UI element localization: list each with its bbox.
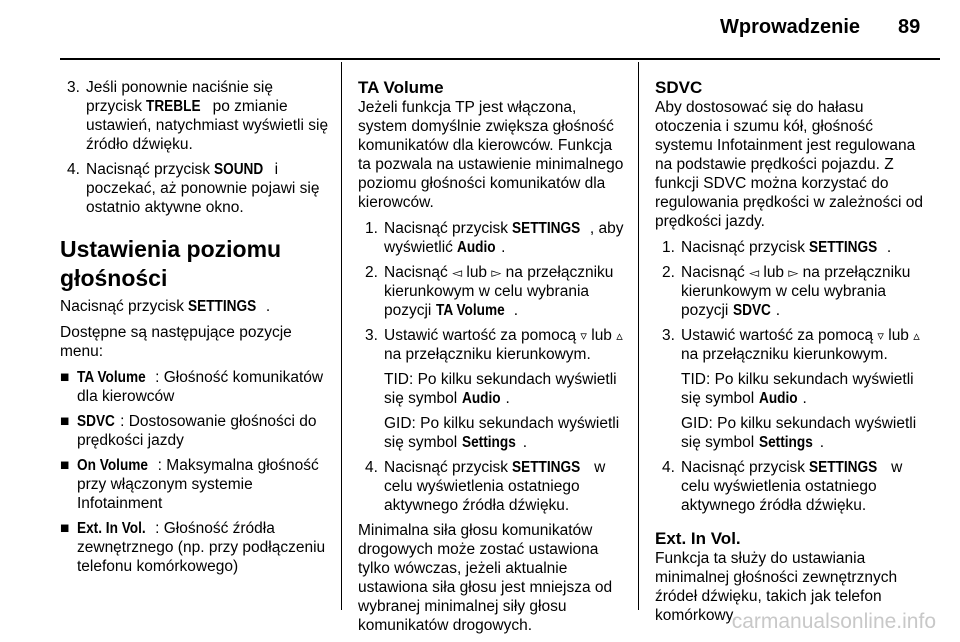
arrow-right-icon: ▻ xyxy=(491,265,502,280)
step-text: na przełączniku kierunkowym. xyxy=(681,346,888,363)
note-text: GID: Po kilku sekundach wyświetli się symbol xyxy=(681,415,917,451)
arrow-down-icon: ▿ xyxy=(877,328,884,343)
gid-note xyxy=(358,414,628,452)
bullet-item xyxy=(60,412,330,450)
step-text: . xyxy=(775,302,781,319)
step-number: 4. xyxy=(67,161,80,178)
bullet-item xyxy=(60,368,330,406)
key-name: SETTINGS xyxy=(809,459,878,476)
note-text: TID: Po kilku sekundach wyświetli się symbol xyxy=(384,371,617,407)
step-text: Nacisnąć xyxy=(681,264,750,281)
menu-term: SDVC xyxy=(77,413,115,430)
note-text: TID: Po kilku sekundach wyświetli się symbol xyxy=(681,371,914,407)
column-2 xyxy=(358,78,628,642)
intro-paragraph xyxy=(60,297,330,316)
step-text: lub xyxy=(586,327,617,344)
step-text: na przełączniku kierunkowym w celu wybrania pozycji xyxy=(384,264,614,319)
step-text: Nacisnąć xyxy=(384,264,453,281)
intro-text: . xyxy=(265,298,271,315)
menu-description: : Maksymalna głośność przy włączonym systemie Infotainment xyxy=(77,457,319,512)
step-text: Jeśli ponownie naciśnie się przycisk xyxy=(86,79,273,115)
arrow-left-icon: ◅ xyxy=(452,265,463,280)
key-name: TREBLE xyxy=(146,98,201,115)
step-1 xyxy=(358,219,628,257)
section-heading: SDVC xyxy=(655,78,703,97)
step-text: na przełączniku kierunkowym. xyxy=(384,346,591,363)
display-symbol: Audio xyxy=(758,390,798,407)
step-text: na przełączniku kierunkowym w celu wybrania pozycji xyxy=(681,264,911,319)
step-text: Nacisnąć przycisk xyxy=(86,161,215,178)
outro-paragraph: Minimalna siła głosu komunikatów drogowych może zostać ustawiona tylko wówczas, jeżeli aktualnie ustawiona siła głosu jest mniejsza od wybranej minimalnej siły głosu komunikatów drogowych. xyxy=(358,522,613,634)
display-symbol: Settings xyxy=(461,434,516,451)
tid-note xyxy=(655,370,930,408)
menu-term: Ext. In Vol. xyxy=(77,520,146,537)
step-text: po zmianie ustawień, natychmiast wyświetli się źródło dźwięku. xyxy=(86,98,329,153)
column-divider-2 xyxy=(638,62,639,610)
key-name: SETTINGS xyxy=(809,239,878,256)
display-symbol: Settings xyxy=(758,434,813,451)
bullet-icon: ■ xyxy=(60,457,70,474)
arrow-up-icon: ▵ xyxy=(616,328,623,343)
step-number: 2. xyxy=(365,264,378,281)
note-text: . xyxy=(802,390,807,407)
step-text: . xyxy=(513,302,519,319)
intro-paragraph: Aby dostosować się do hałasu otoczenia i szumu kół, głośność systemu Infotainment jest regulowana na podstawie prędkości pojazdu. Z funkcji SDVC można korzystać do regulowania prędkości w zależności od prędkości jazdy. xyxy=(655,99,923,230)
step-2 xyxy=(655,263,930,320)
step-text: w celu wyświetlenia ostatniego aktywnego źródła dźwięku. xyxy=(384,459,606,514)
note-text: . xyxy=(819,434,824,451)
menu-term: TA Volume xyxy=(77,369,146,386)
intro-text: Nacisnąć przycisk xyxy=(60,298,189,315)
step-3 xyxy=(358,326,628,364)
bullet-item xyxy=(60,519,330,576)
menu-intro: Dostępne są następujące pozycje menu: xyxy=(60,324,292,360)
step-number: 4. xyxy=(662,459,675,476)
bullet-icon: ■ xyxy=(60,520,70,537)
section-heading: Ext. In Vol. xyxy=(655,529,741,548)
step-text: Nacisnąć przycisk xyxy=(384,459,513,476)
step-text: Ustawić wartość za pomocą xyxy=(384,327,581,344)
bullet-icon: ■ xyxy=(60,369,70,386)
chapter-title: Wprowadzenie xyxy=(719,16,860,38)
step-text: i poczekać, aż ponownie pojawi się ostatnio aktywne okno. xyxy=(86,161,320,216)
column-3 xyxy=(655,78,930,632)
step-text: . xyxy=(501,239,506,256)
step-text: Nacisnąć przycisk xyxy=(681,239,810,256)
step-number: 1. xyxy=(365,220,378,237)
menu-description: : Głośność źródła zewnętrznego (np. przy podłączeniu telefonu komórkowego) xyxy=(77,520,326,575)
menu-term: On Volume xyxy=(77,457,148,474)
step-number: 3. xyxy=(365,327,378,344)
step-4 xyxy=(358,458,628,515)
step-text: , aby wyświetlić xyxy=(384,220,624,256)
note-text: GID: Po kilku sekundach wyświetli się symbol xyxy=(384,415,620,451)
menu-term: SDVC xyxy=(732,302,771,319)
step-text: Nacisnąć przycisk xyxy=(384,220,513,237)
key-name: SETTINGS xyxy=(188,298,257,315)
menu-description: : Głośność komunikatów dla kierowców xyxy=(77,369,324,405)
step-text: Ustawić wartość za pomocą xyxy=(681,327,878,344)
step-text: Nacisnąć przycisk xyxy=(681,459,810,476)
tid-note xyxy=(358,370,628,408)
step-2 xyxy=(358,263,628,320)
key-name: SETTINGS xyxy=(512,220,581,237)
menu-description: : Dostosowanie głośności do prędkości jazdy xyxy=(77,413,317,449)
section-heading: Ustawienia poziomu głośności xyxy=(60,236,282,291)
step-3 xyxy=(655,326,930,364)
step-number: 1. xyxy=(662,239,675,256)
outro-paragraph: Funkcja ta służy do ustawiania minimalnej głośności zewnętrznych źródeł dźwięku, takich jak telefon komórkowy. xyxy=(655,550,898,624)
key-name: SOUND xyxy=(214,161,264,178)
menu-term: TA Volume xyxy=(435,302,505,319)
display-symbol: Audio xyxy=(457,239,496,256)
step-number: 3. xyxy=(662,327,675,344)
watermark: carmanualsonline.info xyxy=(731,610,936,633)
arrow-left-icon: ◅ xyxy=(749,265,760,280)
header-divider xyxy=(60,58,940,60)
step-1 xyxy=(655,238,930,257)
arrow-up-icon: ▵ xyxy=(913,328,920,343)
key-name: SETTINGS xyxy=(512,459,581,476)
bullet-item xyxy=(60,456,330,513)
step-text: w celu wyświetlenia ostatniego aktywnego źródła dźwięku. xyxy=(681,459,903,514)
column-1 xyxy=(60,78,330,582)
step-number: 4. xyxy=(365,459,378,476)
step-number: 3. xyxy=(67,79,80,96)
column-divider-1 xyxy=(341,62,342,610)
gid-note xyxy=(655,414,930,452)
arrow-right-icon: ▻ xyxy=(788,265,799,280)
step-text: lub xyxy=(883,327,914,344)
step-number: 2. xyxy=(662,264,675,281)
note-text: . xyxy=(505,390,510,407)
step-text: lub xyxy=(462,264,492,281)
step-4 xyxy=(655,458,930,515)
step-4 xyxy=(60,160,330,217)
note-text: . xyxy=(522,434,527,451)
display-symbol: Audio xyxy=(461,390,501,407)
step-3 xyxy=(60,78,330,154)
section-heading: TA Volume xyxy=(358,78,444,97)
page-number: 89 xyxy=(898,16,921,38)
arrow-down-icon: ▿ xyxy=(580,328,587,343)
step-text: lub xyxy=(759,264,789,281)
bullet-icon: ■ xyxy=(60,413,70,430)
step-text: . xyxy=(886,239,892,256)
intro-paragraph: Jeżeli funkcja TP jest włączona, system domyślnie zwiększa głośność komunikatów dla kierowców. Funkcja ta pozwala na ustawienie minimalnego poziomu głośności komunikatów dla kierowców. xyxy=(358,99,624,211)
